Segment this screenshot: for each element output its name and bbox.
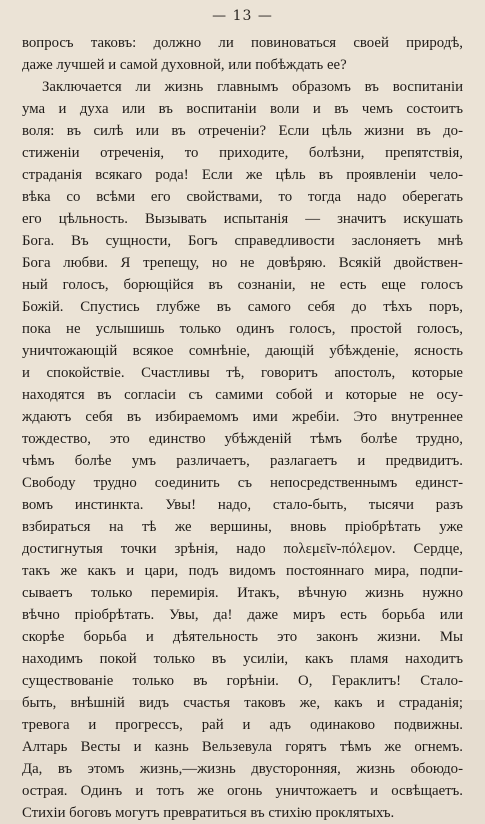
text-line: вопросъ таковъ: должно ли повиноваться своей природѣ, — [22, 35, 463, 51]
text-line: ный голосъ, борющійся въ сознаніи, не есть еще голосъ — [22, 277, 463, 293]
text-line: находимъ покой только въ усиліи, какъ пламя находитъ — [22, 651, 463, 667]
text-line: Свободу трудно соединить съ непосредственнымъ единст- — [22, 475, 463, 491]
text-line: страданія всякаго рода! Если же цѣль въ проявленіи чело- — [22, 167, 463, 183]
text-line: вомъ инстинкта. Увы! надо, стало-быть, тысячи разъ — [22, 497, 463, 513]
text-line: его цѣльность. Вызывать испытанія — значитъ искушать — [22, 211, 463, 227]
text-line: тревога и прогрессъ, рай и адъ одинаково подвижны. — [22, 717, 463, 733]
text-line: Божій. Спустись глубже въ самого себя до тѣхъ поръ, — [22, 299, 463, 315]
text-line: воля: въ силѣ или въ отреченіи? Если цѣль жизни въ до- — [22, 123, 463, 139]
text-line: тождество, это единство убѣжденій тѣмъ болѣе трудно, — [22, 431, 463, 447]
text-line: вѣчно пріобрѣтать. Увы, да! даже миръ есть борьба или — [22, 607, 463, 623]
text-line: Бога любви. Я трепещу, но не довѣряю. Всякій двойствен- — [22, 255, 463, 271]
text-line: сываетъ только перемирія. Итакъ, вѣчную жизнь нужно — [22, 585, 463, 601]
text-line: стиженіи отреченія, то приходите, болѣзни, препятствія, — [22, 145, 463, 161]
text-line: пока не услышишь только одинъ голосъ, простой голосъ, — [22, 321, 463, 337]
text-line: такъ же какъ и цари, подъ видомъ постояннаго мира, подпи- — [22, 563, 463, 579]
text-line: ждаютъ себя въ избираемомъ ими жребіи. Это внутреннее — [22, 409, 463, 425]
text-line: вѣка со всѣми его свойствами, то тогда надо оберегать — [22, 189, 463, 205]
text-line: и спокойствіе. Счастливы тѣ, говоритъ апостолъ, которые — [22, 365, 463, 381]
text-line: Алтарь Весты и казнь Вельзевула горятъ тѣмъ же огнемъ. — [22, 739, 463, 755]
text-line: Заключается ли жизнь главнымъ образомъ въ воспитаніи — [42, 79, 463, 95]
text-line: уничтожающій всякое сомнѣніе, дающій убѣжденіе, ясность — [22, 343, 463, 359]
page-body-text — [22, 32, 463, 824]
text-line: существованіе только въ горѣніи. О, Гераклитъ! Стало- — [22, 673, 463, 689]
text-line: находятся въ согласіи съ самими собой и которые не осу- — [22, 387, 463, 403]
text-line: острая. Одинъ и тотъ же огонь уничтожаетъ и освѣщаетъ. — [22, 783, 463, 799]
page-number: — 13 — — [212, 8, 273, 24]
text-line: достигнутыя точки зрѣнія, надо πολεμεῖν-πόλεμον. Сердце, — [22, 541, 463, 557]
text-line: Стихіи боговъ могутъ превратиться въ стихію проклятыхъ. — [22, 805, 395, 821]
text-line: скорѣе борьба и дѣятельность это законъ жизни. Мы — [22, 629, 463, 645]
text-line: чѣмъ болѣе умъ различаетъ, разлагаетъ и предвидитъ. — [22, 453, 463, 469]
text-line: даже лучшей и самой духовной, или побѣждать ее? — [22, 57, 347, 73]
text-line: ума и духа или въ воспитаніи воли и въ чемъ состоитъ — [22, 101, 463, 117]
text-line: взбираться на тѣ же вершины, вновь пріобрѣтать уже — [22, 519, 463, 535]
text-line: быть, внѣшній видъ счастья таковъ же, какъ и страданія; — [22, 695, 463, 711]
text-line: Да, въ этомъ жизнь,—жизнь двусторонняя, жизнь обоюдо- — [22, 761, 463, 777]
text-line: Бога. Въ сущности, Богъ справедливости заслоняетъ мнѣ — [22, 233, 463, 249]
